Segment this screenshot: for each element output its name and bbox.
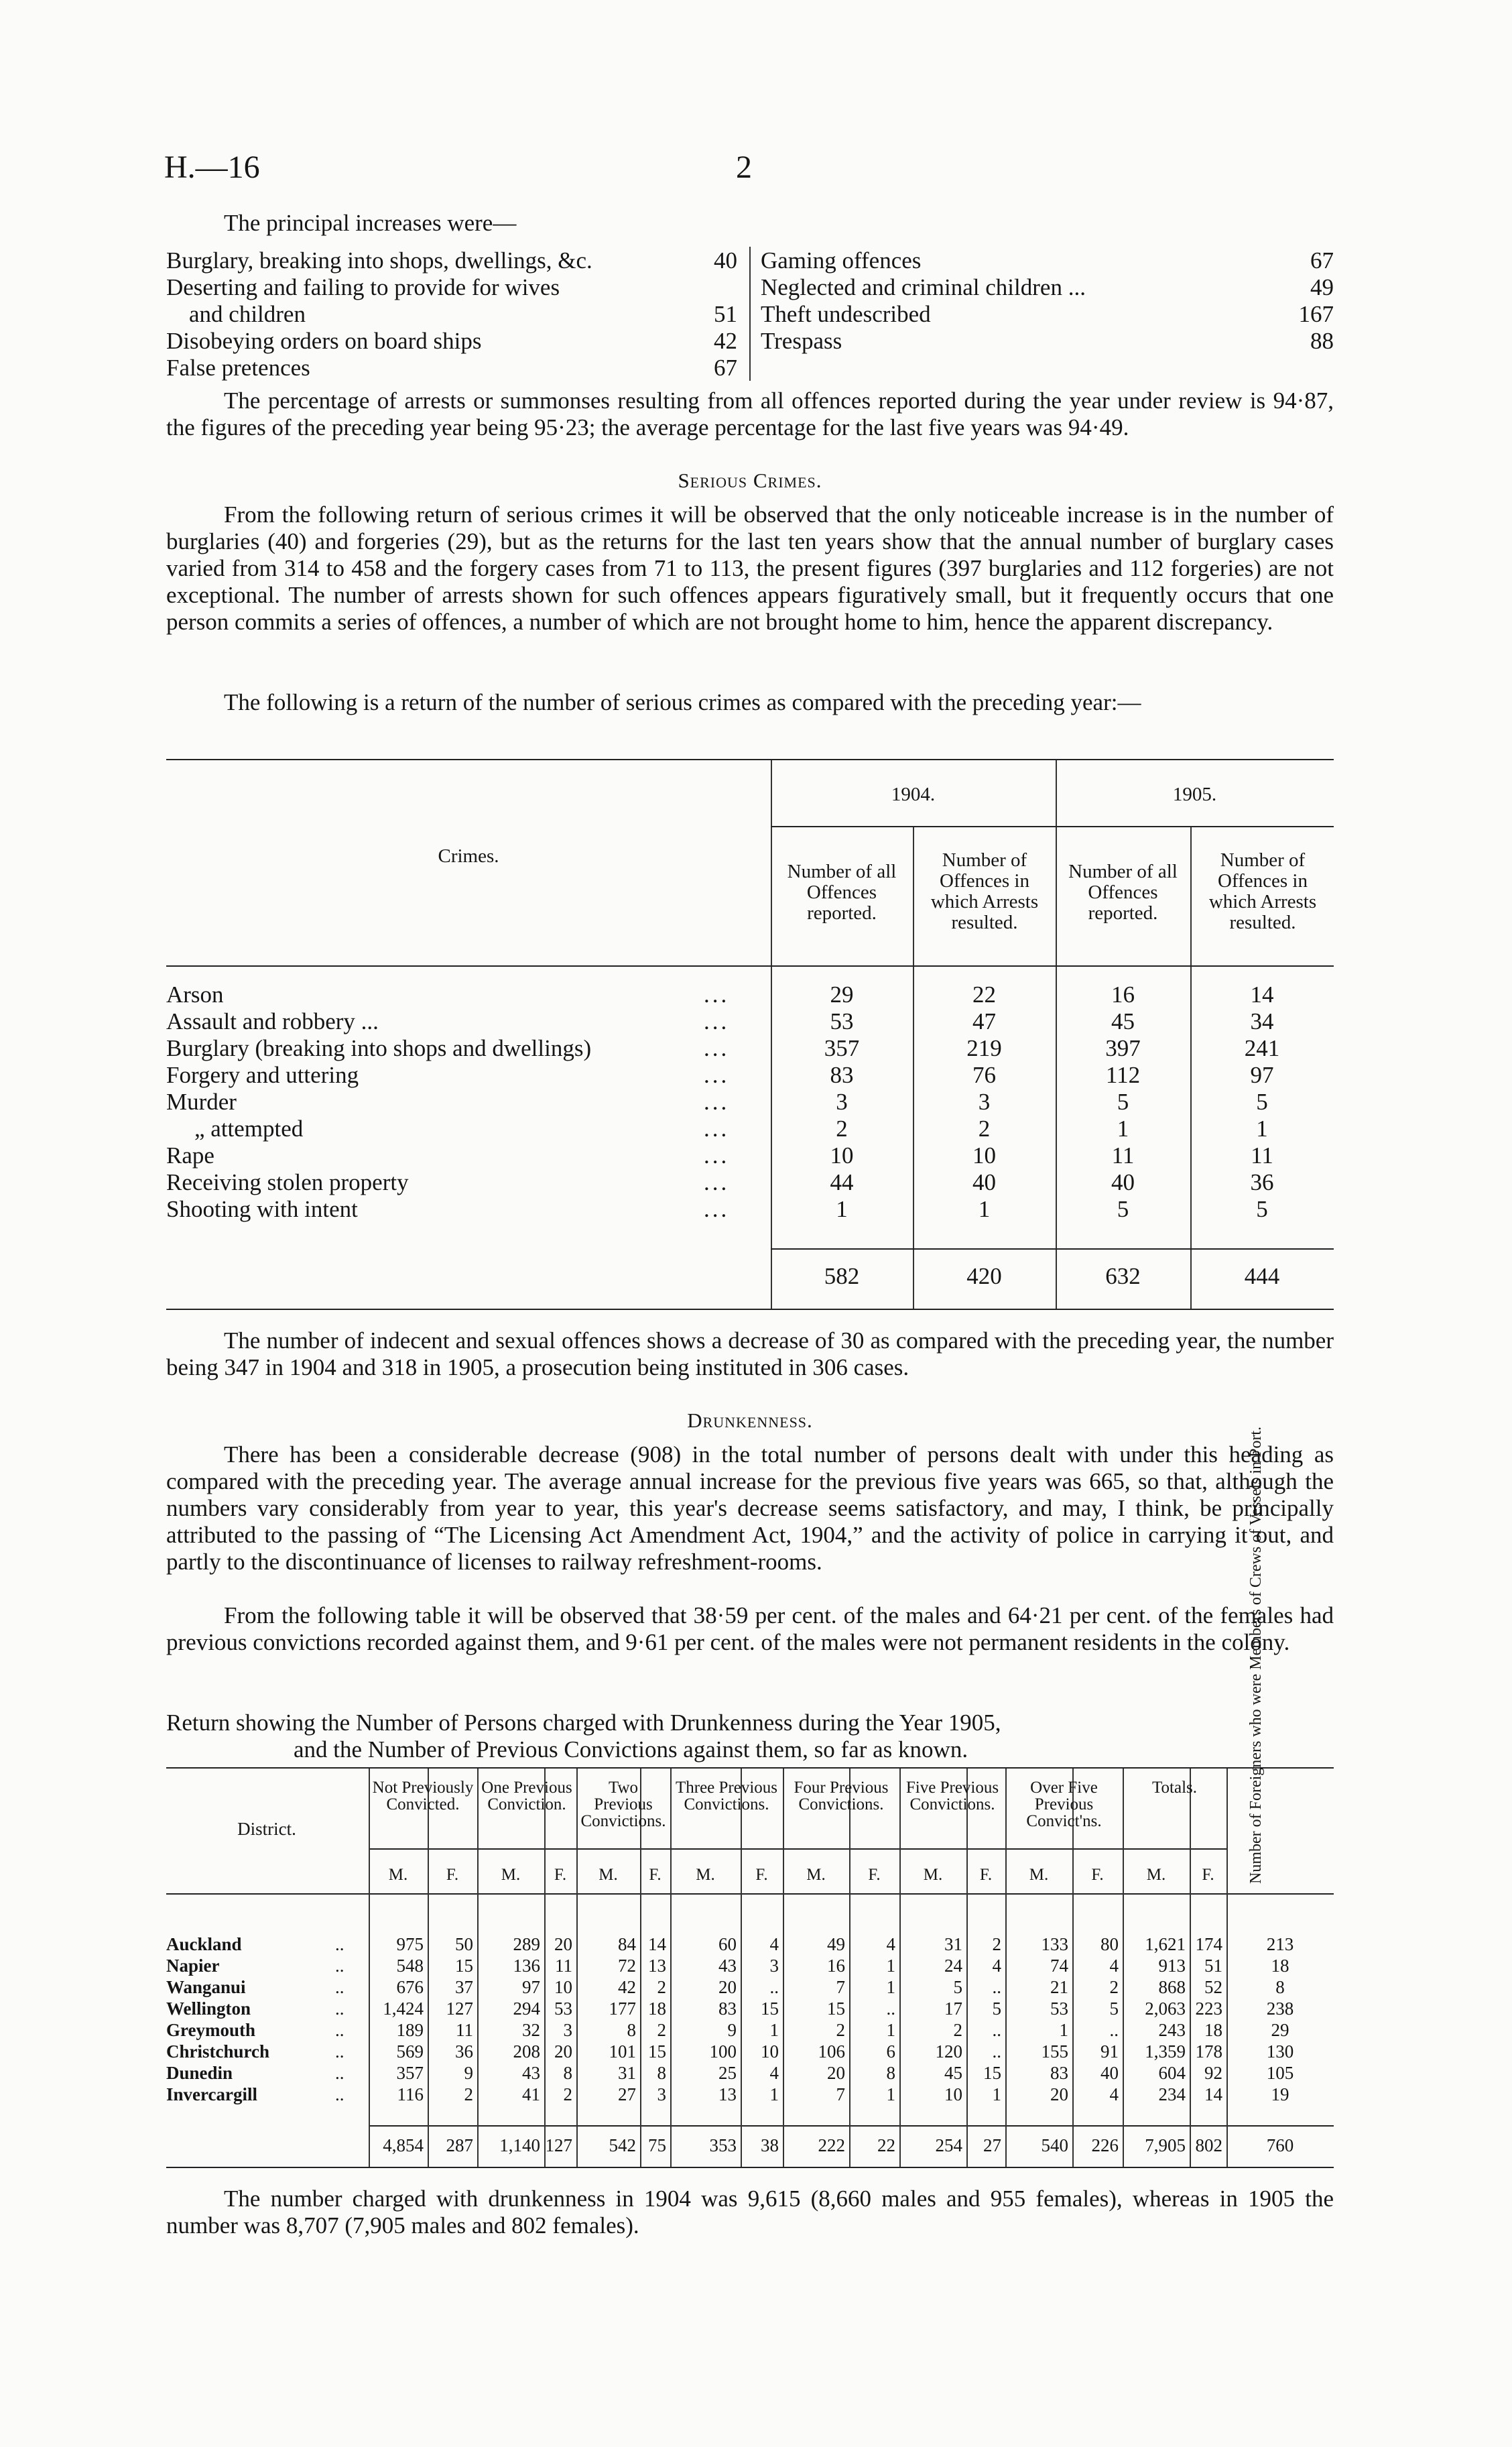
district-value: ..	[992, 1977, 1001, 1997]
crime-value: 357	[824, 1035, 860, 1061]
crime-value: 1	[978, 1196, 991, 1222]
crime-value: 219	[966, 1035, 1002, 1061]
district-value: 676	[396, 1977, 424, 1997]
crime-value: 2	[836, 1116, 848, 1142]
district-value: 2	[1109, 1977, 1119, 1997]
district-value: 7	[836, 2084, 845, 2104]
district-value: 234	[1158, 2084, 1186, 2104]
district-value: 1	[886, 2084, 895, 2104]
increase-label: Deserting and failing to provide for wives	[166, 274, 560, 300]
leader-dots: ...	[704, 1089, 730, 1115]
district-value: 1	[886, 1977, 895, 1997]
district-value: 1	[769, 2084, 779, 2104]
district-value: 14	[1204, 2084, 1222, 2104]
female-header: F.	[868, 1866, 881, 1884]
increase-value: 67	[714, 355, 737, 381]
total-value: 254	[935, 2135, 962, 2155]
district-value: 8	[657, 2063, 666, 2083]
crime-value: 10	[972, 1142, 996, 1169]
district-value: ..	[1109, 2020, 1119, 2040]
leader-dots: ..	[335, 2084, 344, 2104]
crime-value: 40	[972, 1169, 996, 1195]
district-value: 15	[827, 1998, 845, 2019]
leader-dots: ...	[704, 1196, 730, 1222]
page-number: 2	[736, 150, 752, 185]
arrests-header-1905: Number of Offences in which Arrests resulted.	[1208, 849, 1317, 933]
male-header: M.	[1146, 1866, 1166, 1884]
crime-name: Burglary (breaking into shops and dwellings)	[166, 1035, 592, 1061]
district-value: 4	[1109, 1956, 1119, 1976]
district-value: 913	[1158, 1956, 1186, 1976]
total-value: 542	[609, 2135, 636, 2155]
total-value: 222	[818, 2135, 845, 2155]
district-value: 43	[718, 1956, 737, 1976]
male-header: M.	[388, 1866, 408, 1884]
district-value: 20	[718, 1977, 737, 1997]
crime-name: Shooting with intent	[166, 1196, 358, 1222]
district-value: 2	[992, 1934, 1001, 1954]
total-value: 802	[1195, 2135, 1222, 2155]
district-value: 2	[953, 2020, 962, 2040]
district-value: 15	[761, 1998, 779, 2019]
district-value: 52	[1204, 1977, 1222, 1997]
district-value: 14	[648, 1934, 666, 1954]
crime-value: 16	[1111, 981, 1135, 1008]
district-value: 92	[1204, 2063, 1222, 2083]
district-value: 24	[944, 1956, 962, 1976]
district-value: 49	[827, 1934, 845, 1954]
district-value: 4	[886, 1934, 895, 1954]
district-value: 97	[522, 1977, 540, 1997]
increase-label: False pretences	[166, 355, 310, 381]
total-value: 4,854	[383, 2135, 424, 2155]
male-header: M.	[923, 1866, 943, 1884]
total-value: 760	[1266, 2135, 1294, 2155]
increase-label: Gaming offences	[761, 247, 922, 274]
crime-value: 5	[1117, 1196, 1129, 1222]
leader-dots: ..	[335, 1998, 344, 2019]
district-value: 10	[944, 2084, 962, 2104]
total-reported-1905: 632	[1105, 1263, 1141, 1289]
district-value: 3	[563, 2020, 572, 2040]
district-value: 106	[818, 2041, 845, 2062]
total-value: 22	[877, 2135, 895, 2155]
crime-value: 34	[1250, 1008, 1274, 1034]
page-reference: H.—16	[164, 150, 260, 185]
district-value: 174	[1195, 1934, 1222, 1954]
drunkenness-comparison-paragraph: The number charged with drunkenness in 1904 was 9,615 (8,660 males and 955 females), whereas in 1905 the number was 8,707 (7,905 males and 802 females).	[166, 2186, 1334, 2239]
total-value: 353	[709, 2135, 737, 2155]
male-header: M.	[1029, 1866, 1049, 1884]
crime-name: Forgery and uttering	[166, 1062, 359, 1088]
reported-header-1904: Number of all Offences reported.	[787, 861, 897, 924]
district-name: Auckland	[166, 1934, 242, 1954]
crime-name: Arson	[166, 981, 224, 1008]
group-header: Four Previous Convictions.	[794, 1779, 889, 1813]
district-value: 2,063	[1145, 1998, 1186, 2019]
drunkenness-heading: Drunkenness.	[687, 1409, 813, 1432]
district-header: District.	[237, 1819, 296, 1839]
district-value: 604	[1158, 2063, 1186, 2083]
district-value: 130	[1266, 2041, 1294, 2062]
district-value: 3	[657, 2084, 666, 2104]
crime-value: 45	[1111, 1008, 1135, 1034]
crime-value: 112	[1105, 1062, 1141, 1088]
crime-value: 40	[1111, 1169, 1135, 1195]
crime-name: Assault and robbery ...	[166, 1008, 379, 1034]
leader-dots: ..	[335, 1977, 344, 1997]
district-value: 8	[1275, 1977, 1285, 1997]
crime-value: 44	[830, 1169, 854, 1195]
district-value: 18	[648, 1998, 666, 2019]
crime-value: 1	[1256, 1116, 1268, 1142]
group-header: Totals.	[1152, 1779, 1197, 1797]
increase-value: 42	[714, 328, 737, 354]
district-value: 2	[657, 2020, 666, 2040]
district-value: 4	[769, 1934, 779, 1954]
district-value: 868	[1158, 1977, 1186, 1997]
increase-value: 67	[1310, 247, 1334, 274]
crimes-column-header: Crimes.	[438, 845, 499, 867]
group-header: Two Previous Convictions.	[580, 1779, 666, 1830]
crime-value: 83	[830, 1062, 854, 1088]
district-value: 569	[396, 2041, 424, 2062]
district-value: 208	[513, 2041, 540, 2062]
indecent-offences-paragraph: The number of indecent and sexual offences shows a decrease of 30 as compared with the preceding year, the number being 347 in 1904 and 318 in 1905, a prosecution being instituted in 306 cases.	[166, 1327, 1334, 1380]
district-value: 16	[827, 1956, 845, 1976]
group-header: Three Previous Convictions.	[675, 1779, 778, 1813]
district-value: 31	[944, 1934, 962, 1954]
leader-dots: ..	[335, 1934, 344, 1954]
increases-intro: The principal increases were—	[224, 210, 517, 236]
district-value: 294	[513, 1998, 540, 2019]
total-arrests-1905: 444	[1244, 1263, 1280, 1289]
district-value: 27	[618, 2084, 636, 2104]
district-value: 13	[718, 2084, 737, 2104]
year-1905-header: 1905.	[1172, 784, 1217, 805]
district-value: 548	[396, 1956, 424, 1976]
year-1904-header: 1904.	[891, 784, 936, 805]
district-value: 74	[1050, 1956, 1068, 1976]
crime-value: 3	[978, 1089, 991, 1115]
leader-dots: ..	[335, 2041, 344, 2062]
leader-dots: ...	[704, 1008, 730, 1034]
return-title-line-2: and the Number of Previous Convictions against them, so far as known.	[294, 1736, 968, 1763]
increase-label: Neglected and criminal children ...	[761, 274, 1086, 300]
district-value: 32	[522, 2020, 540, 2040]
crime-value: 3	[836, 1089, 848, 1115]
male-header: M.	[806, 1866, 826, 1884]
leader-dots: ...	[704, 1116, 730, 1142]
total-value: 127	[545, 2135, 572, 2155]
crime-value: 2	[978, 1116, 991, 1142]
district-value: 2	[464, 2084, 473, 2104]
district-value: 9	[464, 2063, 473, 2083]
total-value: 27	[983, 2135, 1001, 2155]
district-value: 11	[456, 2020, 473, 2040]
district-value: 20	[554, 2041, 572, 2062]
district-value: 29	[1271, 2020, 1289, 2040]
district-value: 2	[563, 2084, 572, 2104]
district-value: 20	[554, 1934, 572, 1954]
crime-value: 397	[1105, 1035, 1141, 1061]
district-value: 45	[944, 2063, 962, 2083]
increase-label: Burglary, breaking into shops, dwellings, &c.	[166, 247, 592, 274]
district-value: ..	[886, 1998, 895, 2019]
district-value: 8	[563, 2063, 572, 2083]
total-value: 75	[648, 2135, 666, 2155]
crime-value: 10	[830, 1142, 854, 1169]
district-value: 357	[396, 2063, 424, 2083]
district-value: 177	[609, 1998, 636, 2019]
district-value: 155	[1041, 2041, 1068, 2062]
district-value: 10	[554, 1977, 572, 1997]
district-value: 975	[396, 1934, 424, 1954]
leader-dots: ...	[704, 1169, 730, 1195]
district-value: 1	[1059, 2020, 1068, 2040]
district-value: 18	[1204, 2020, 1222, 2040]
crime-value: 36	[1250, 1169, 1274, 1195]
crime-value: 5	[1256, 1196, 1268, 1222]
district-value: 8	[886, 2063, 895, 2083]
crime-value: 11	[1251, 1142, 1273, 1169]
increase-value: 88	[1310, 328, 1334, 354]
district-value: 1,621	[1145, 1934, 1186, 1954]
convictions-paragraph: From the following table it will be observed that 38·59 per cent. of the males and 64·21 per cent. of the females had previous convictions recorded against them, and 9·61 per cent. of the males were not permanent residents in the colony.	[166, 1602, 1334, 1655]
district-value: 42	[618, 1977, 636, 1997]
district-value: 136	[513, 1956, 540, 1976]
district-value: 37	[455, 1977, 473, 1997]
crime-value: 5	[1117, 1089, 1129, 1115]
crime-value: 47	[972, 1008, 996, 1034]
district-value: 238	[1266, 1998, 1294, 2019]
district-value: 25	[718, 2063, 737, 2083]
district-value: 18	[1271, 1956, 1289, 1976]
column-divider	[749, 247, 751, 381]
district-value: 3	[769, 1956, 779, 1976]
crime-name: Rape	[166, 1142, 214, 1169]
group-header: Over Five Previous Convict'ns.	[1026, 1779, 1102, 1830]
district-value: ..	[769, 1977, 779, 1997]
district-value: 17	[944, 1998, 962, 2019]
increase-label: Trespass	[761, 328, 842, 354]
female-header: F.	[1202, 1866, 1214, 1884]
crime-value: 53	[830, 1008, 854, 1034]
district-value: 31	[618, 2063, 636, 2083]
district-value: 91	[1100, 2041, 1119, 2062]
increase-label: Disobeying orders on board ships	[166, 328, 482, 354]
district-value: 1	[886, 1956, 895, 1976]
district-value: 4	[992, 1956, 1001, 1976]
leader-dots: ...	[704, 1142, 730, 1169]
female-header: F.	[446, 1866, 459, 1884]
district-value: 100	[709, 2041, 737, 2062]
total-value: 226	[1091, 2135, 1119, 2155]
group-header: Not Previously Convicted.	[372, 1779, 474, 1813]
increase-value: 40	[714, 247, 737, 274]
district-value: 1	[769, 2020, 779, 2040]
leader-dots: ...	[704, 1035, 730, 1061]
crime-value: 1	[1117, 1116, 1129, 1142]
crime-value: 11	[1111, 1142, 1135, 1169]
group-header: One Previous Conviction.	[481, 1779, 572, 1813]
district-value: 1,424	[383, 1998, 424, 2019]
male-header: M.	[501, 1866, 521, 1884]
crime-name: „ attempted	[194, 1116, 304, 1142]
district-value: 6	[886, 2041, 895, 2062]
crime-value: 22	[972, 981, 996, 1008]
increase-label: Theft undescribed	[761, 301, 931, 327]
crime-value: 14	[1250, 981, 1274, 1008]
increase-value: 49	[1310, 274, 1334, 300]
total-value: 540	[1041, 2135, 1068, 2155]
leader-dots: ...	[704, 981, 730, 1008]
district-value: 1	[886, 2020, 895, 2040]
crime-value: 5	[1256, 1089, 1268, 1115]
crime-value: 241	[1244, 1035, 1280, 1061]
foreigners-header: Number of Foreigners who were Members of Crews of Vessels in Port.	[1247, 1426, 1265, 1884]
district-value: 51	[1204, 1956, 1222, 1976]
district-value: 20	[1050, 2084, 1068, 2104]
leader-dots: ..	[335, 2063, 344, 2083]
female-header: F.	[554, 1866, 567, 1884]
female-header: F.	[755, 1866, 768, 1884]
total-arrests-1904: 420	[966, 1263, 1002, 1289]
district-value: ..	[992, 2041, 1001, 2062]
district-value: 9	[727, 2020, 737, 2040]
district-value: 105	[1266, 2063, 1294, 2083]
district-value: ..	[992, 2020, 1001, 2040]
total-value: 7,905	[1145, 2135, 1186, 2155]
district-name: Greymouth	[166, 2020, 255, 2040]
district-value: 11	[555, 1956, 572, 1976]
leader-dots: ..	[335, 2020, 344, 2040]
district-value: 21	[1050, 1977, 1068, 1997]
district-value: 80	[1100, 1934, 1119, 1954]
male-header: M.	[696, 1866, 715, 1884]
district-value: 10	[761, 2041, 779, 2062]
district-value: 1	[992, 2084, 1001, 2104]
district-value: 13	[648, 1956, 666, 1976]
crime-value: 29	[830, 981, 854, 1008]
district-name: Wellington	[166, 1998, 251, 2019]
district-value: 4	[1109, 2084, 1119, 2104]
total-value: 1,140	[499, 2135, 540, 2155]
increase-value: 167	[1298, 301, 1334, 327]
district-name: Napier	[166, 1956, 220, 1976]
district-value: 41	[522, 2084, 540, 2104]
district-value: 15	[455, 1956, 473, 1976]
district-name: Dunedin	[166, 2063, 233, 2083]
district-value: 189	[396, 2020, 424, 2040]
district-value: 133	[1041, 1934, 1068, 1954]
district-value: 243	[1158, 2020, 1186, 2040]
district-name: Christchurch	[166, 2041, 270, 2062]
district-value: 43	[522, 2063, 540, 2083]
district-value: 36	[455, 2041, 473, 2062]
district-value: 84	[618, 1934, 636, 1954]
district-value: 15	[983, 2063, 1001, 2083]
district-value: 116	[397, 2084, 424, 2104]
drunkenness-paragraph: There has been a considerable decrease (908) in the total number of persons dealt with under this heading as compared with the preceding year. The average annual increase for the previous five years was 665, so that, although the numbers vary considerably from year to year, this year's decrease seems satisfactory, and may, I think, be principally attributed to the passing of “The Licensing Act Amendment Act, 1904,” and the activity of police in carrying it out, and partly to the discontinuance of licenses to railway refreshment-rooms.	[166, 1441, 1334, 1575]
crime-name: Receiving stolen property	[166, 1169, 409, 1195]
district-value: 289	[513, 1934, 540, 1954]
group-header: Five Previous Convictions.	[905, 1779, 999, 1813]
female-header: F.	[1091, 1866, 1104, 1884]
district-value: 19	[1271, 2084, 1289, 2104]
district-value: 20	[827, 2063, 845, 2083]
district-value: 60	[718, 1934, 737, 1954]
crime-name: Murder	[166, 1089, 237, 1115]
district-value: 178	[1195, 2041, 1222, 2062]
district-value: 5	[992, 1998, 1001, 2019]
district-value: 5	[1109, 1998, 1119, 2019]
district-value: 127	[446, 1998, 473, 2019]
district-value: 15	[648, 2041, 666, 2062]
total-value: 38	[761, 2135, 779, 2155]
district-value: 120	[935, 2041, 962, 2062]
district-value: 2	[836, 2020, 845, 2040]
district-value: 72	[618, 1956, 636, 1976]
district-value: 7	[836, 1977, 845, 1997]
district-value: 40	[1100, 2063, 1119, 2083]
total-value: 287	[446, 2135, 473, 2155]
district-value: 83	[718, 1998, 737, 2019]
crime-value: 76	[972, 1062, 996, 1088]
return-title-line-1: Return showing the Number of Persons charged with Drunkenness during the Year 1905,	[166, 1710, 1001, 1736]
district-value: 223	[1195, 1998, 1222, 2019]
increase-value: 51	[714, 301, 737, 327]
district-value: 4	[769, 2063, 779, 2083]
reported-header-1905: Number of all Offences reported.	[1068, 861, 1178, 924]
district-name: Invercargill	[166, 2084, 257, 2104]
percentage-paragraph: The percentage of arrests or summonses resulting from all offences reported during the year under review is 94·87, the figures of the preceding year being 95·23; the average percentage for the last five years was 94·49.	[166, 387, 1334, 440]
female-header: F.	[649, 1866, 662, 1884]
district-value: 53	[1050, 1998, 1068, 2019]
leader-dots: ...	[704, 1062, 730, 1088]
district-value: 83	[1050, 2063, 1068, 2083]
district-name: Wanganui	[166, 1977, 246, 1997]
district-value: 213	[1266, 1934, 1294, 1954]
serious-crimes-heading: Serious Crimes.	[678, 469, 822, 492]
serious-crimes-paragraph: From the following return of serious crimes it will be observed that the only noticeable increase is in the number of burglaries (40) and forgeries (29), but as the returns for the last ten years show that the annual number of burglary cases varied from 314 to 458 and the forgery cases from 71 to 113, the present figures (397 burglaries and 112 forgeries) are not exceptional. The number of arrests shown for such offences appears figuratively small, but it frequently occurs that one person commits a series of offences, a number of which are not brought home to him, hence the apparent discrepancy.	[166, 501, 1334, 635]
male-header: M.	[598, 1866, 618, 1884]
district-value: 50	[455, 1934, 473, 1954]
district-value: 53	[554, 1998, 572, 2019]
crime-value: 97	[1250, 1062, 1274, 1088]
district-value: 2	[657, 1977, 666, 1997]
serious-crimes-intro: The following is a return of the number of serious crimes as compared with the preceding year:—	[224, 689, 1141, 715]
leader-dots: ..	[335, 1956, 344, 1976]
arrests-header-1904: Number of Offences in which Arrests resulted.	[930, 849, 1039, 933]
district-value: 1,359	[1145, 2041, 1186, 2062]
district-value: 5	[953, 1977, 962, 1997]
total-reported-1904: 582	[824, 1263, 860, 1289]
increase-label: and children	[189, 301, 306, 327]
female-header: F.	[979, 1866, 993, 1884]
crime-value: 1	[836, 1196, 848, 1222]
district-value: 8	[627, 2020, 636, 2040]
district-value: 101	[609, 2041, 636, 2062]
